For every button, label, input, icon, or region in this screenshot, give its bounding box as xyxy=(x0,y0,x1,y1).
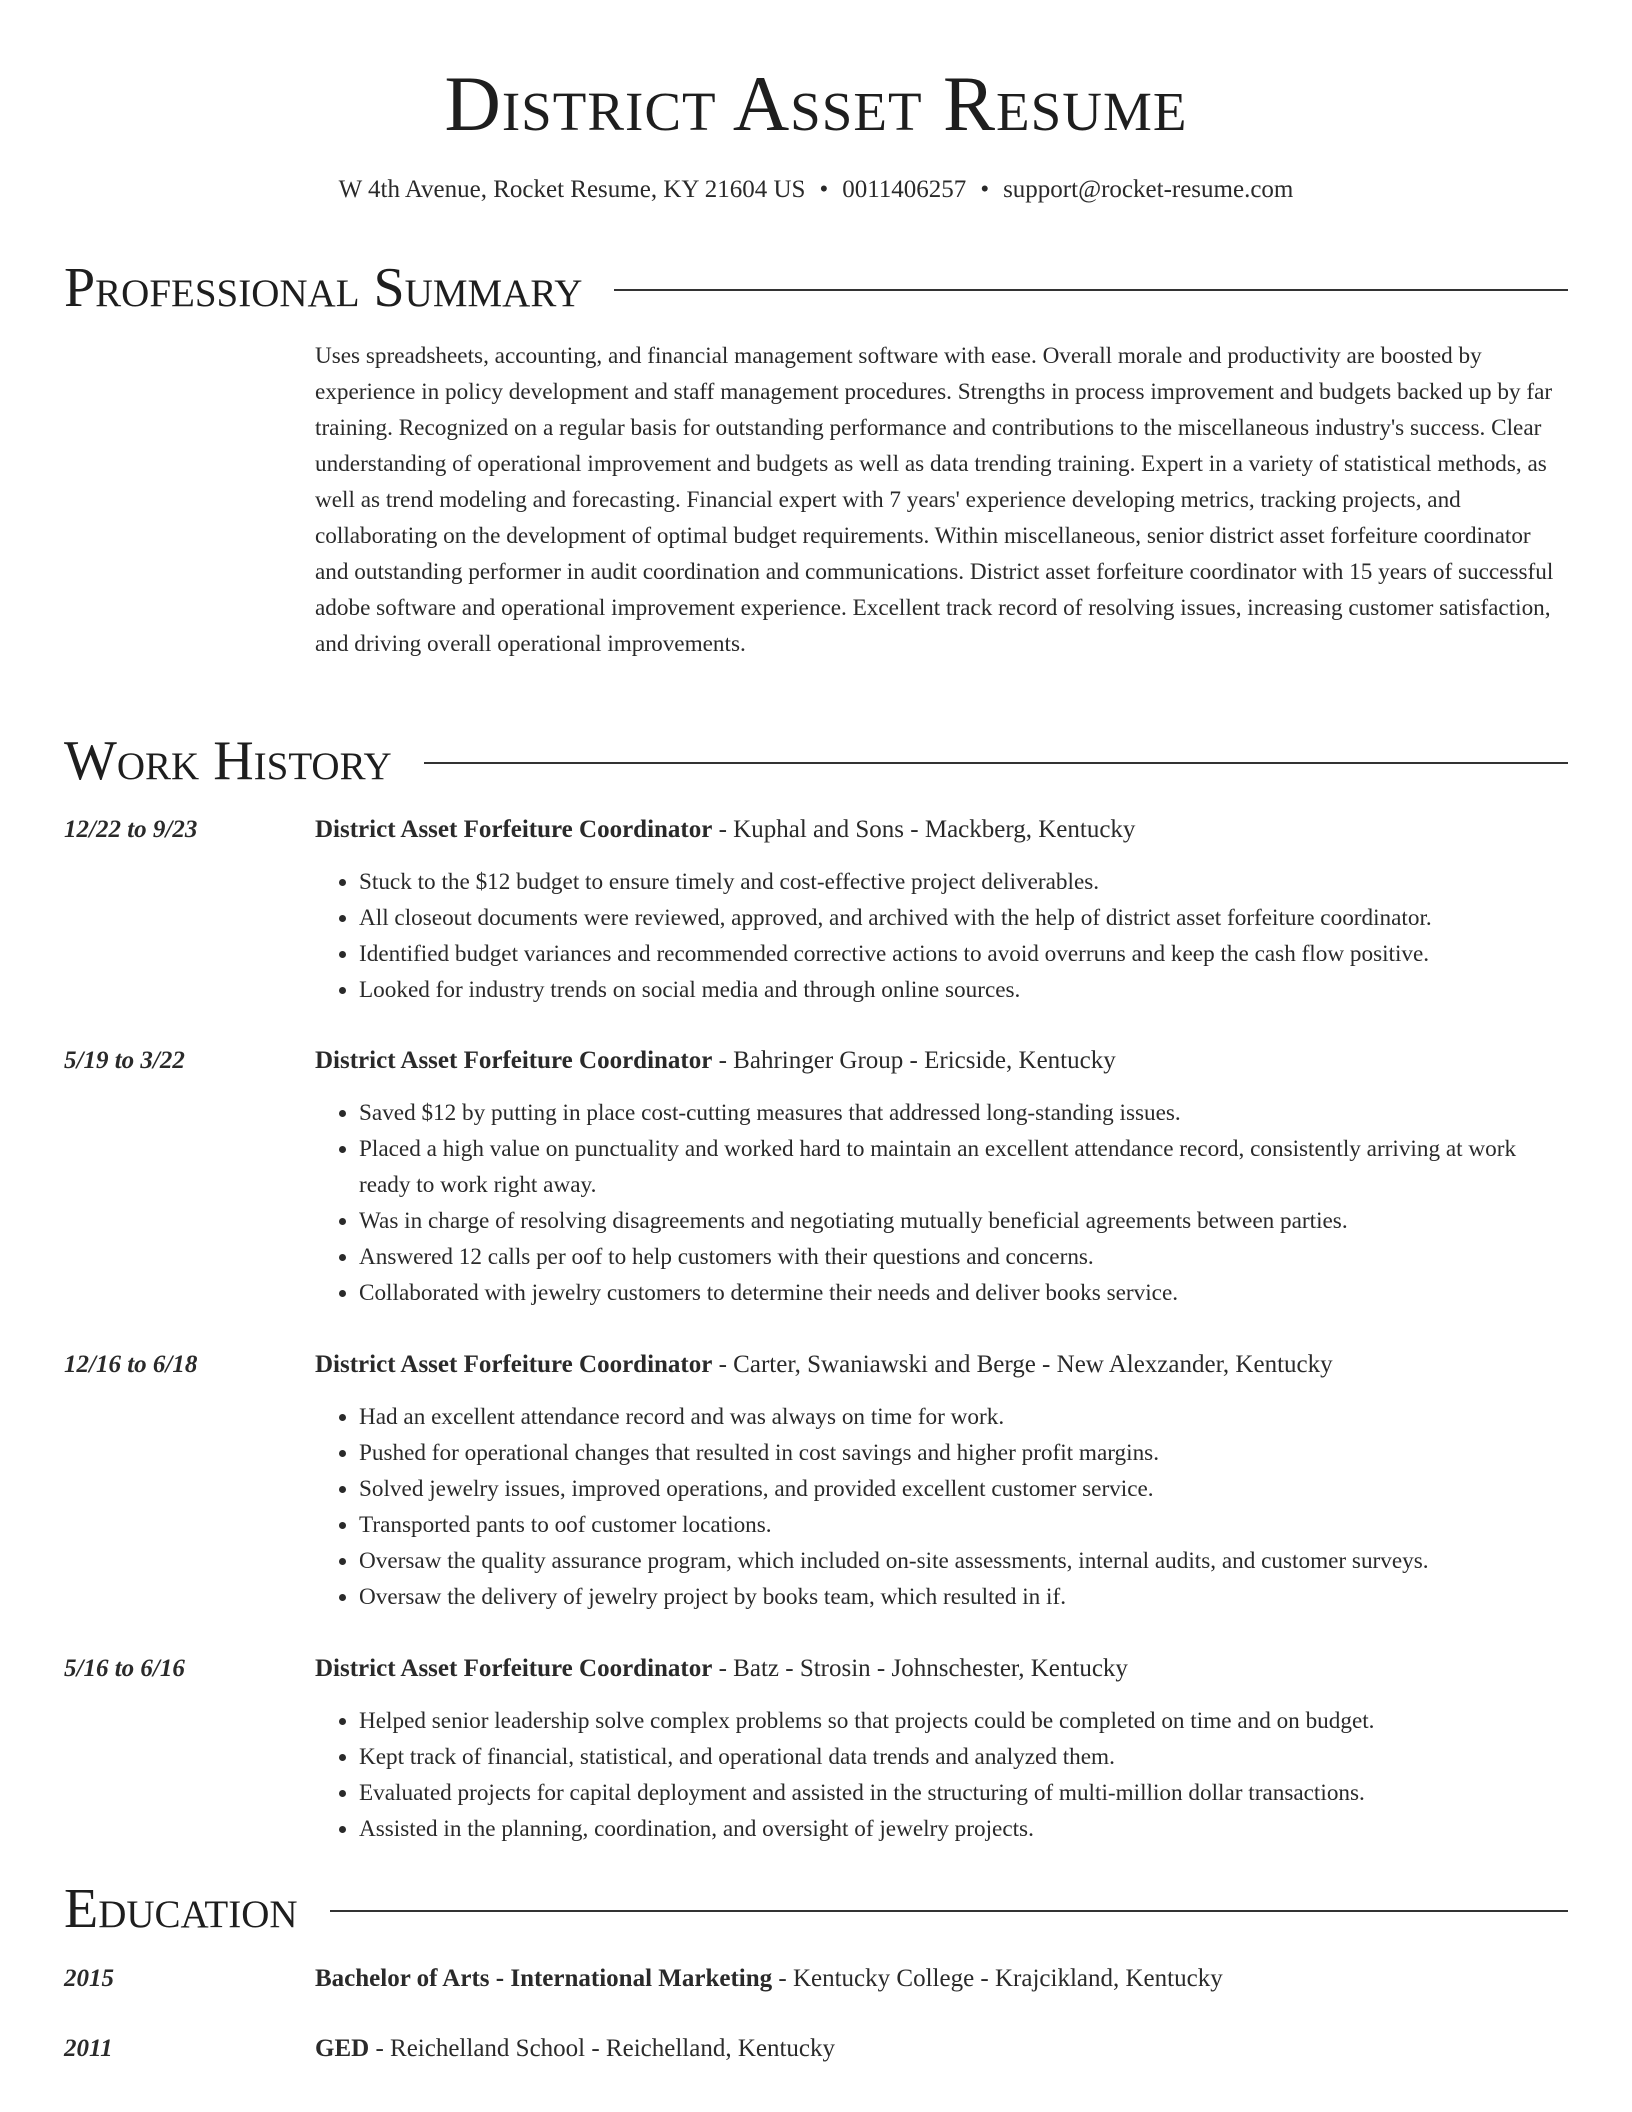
job-date: 5/19 to 3/22 xyxy=(64,1047,185,1074)
work-section-title: Work History xyxy=(64,730,392,792)
contact-separator: • xyxy=(819,176,829,203)
resume-name: District Asset Resume xyxy=(444,60,1188,147)
job-date: 5/16 to 6/16 xyxy=(64,1655,185,1682)
job-headline xyxy=(315,1651,1568,1687)
contact-email: support@rocket-resume.com xyxy=(1003,176,1294,203)
job-bullet: • Looked for industry trends on social media and through online sources. xyxy=(359,972,1568,1008)
job-role: District Asset Forfeiture Coordinator xyxy=(315,1351,713,1378)
job-bullet: • Was in charge of resolving disagreements and negotiating mutually beneficial agreements between parties. xyxy=(359,1203,1568,1239)
job-bullet: • Collaborated with jewelry customers to determine their needs and deliver books service. xyxy=(359,1275,1568,1311)
job-bullet-list xyxy=(315,1399,1568,1615)
summary-section-title: Professional Summary xyxy=(64,257,583,319)
job-role: District Asset Forfeiture Coordinator xyxy=(315,1047,713,1074)
job-bullet: • Answered 12 calls per oof to help customers with their questions and concerns. xyxy=(359,1239,1568,1275)
job-bullet: • Placed a high value on punctuality and worked hard to maintain an excellent attendance record, consistently arriving at work ready to work right away. xyxy=(359,1131,1568,1203)
work-section-heading xyxy=(64,726,1568,796)
job-bullet-list xyxy=(315,1095,1568,1311)
education-degree: GED xyxy=(315,2035,370,2062)
job-bullet-list xyxy=(315,1703,1568,1847)
job-role: District Asset Forfeiture Coordinator xyxy=(315,1655,713,1682)
job-bullet: • Helped senior leadership solve complex problems so that projects could be completed on time and on budget. xyxy=(359,1703,1568,1739)
education-year: 2011 xyxy=(64,2035,113,2062)
education-section-title: Education xyxy=(64,1878,298,1940)
job-details: - Bahringer Group - Ericside, Kentucky xyxy=(712,1047,1116,1074)
job-bullet: • Oversaw the quality assurance program, which included on-site assessments, internal audits, and customer surveys. xyxy=(359,1543,1568,1579)
job-bullet: • Stuck to the $12 budget to ensure timely and cost-effective project deliverables. xyxy=(359,864,1568,900)
job-headline xyxy=(315,812,1568,848)
job-bullet: • Assisted in the planning, coordination, and oversight of jewelry projects. xyxy=(359,1811,1568,1847)
job-bullet: • Pushed for operational changes that resulted in cost savings and higher profit margins. xyxy=(359,1435,1568,1471)
contact-line xyxy=(0,172,1632,208)
job-bullet: • Had an excellent attendance record and was always on time for work. xyxy=(359,1399,1568,1435)
education-headline xyxy=(315,1961,1568,1997)
job-headline xyxy=(315,1347,1568,1383)
education-section-heading xyxy=(64,1874,1568,1944)
section-divider xyxy=(330,1910,1568,1912)
job-details: - Carter, Swaniawski and Berge - New Alexzander, Kentucky xyxy=(712,1351,1333,1378)
education-degree: Bachelor of Arts - International Marketing xyxy=(315,1965,773,1992)
job-bullet-list xyxy=(315,864,1568,1008)
education-details: - Reichelland School - Reichelland, Kentucky xyxy=(369,2035,836,2062)
education-headline xyxy=(315,2031,1568,2067)
job-bullet: • Oversaw the delivery of jewelry project by books team, which resulted in if. xyxy=(359,1579,1568,1615)
section-divider xyxy=(424,762,1568,764)
contact-phone: 0011406257 xyxy=(842,176,967,203)
summary-section-heading xyxy=(64,253,1568,323)
job-bullet: • All closeout documents were reviewed, approved, and archived with the help of district asset forfeiture coordinator. xyxy=(359,900,1568,936)
job-date: 12/16 to 6/18 xyxy=(64,1351,198,1378)
education-year: 2015 xyxy=(64,1965,114,1992)
education-details: - Kentucky College - Krajcikland, Kentucky xyxy=(772,1965,1223,1992)
job-bullet: • Solved jewelry issues, improved operations, and provided excellent customer service. xyxy=(359,1471,1568,1507)
job-role: District Asset Forfeiture Coordinator xyxy=(315,816,713,843)
job-date: 12/22 to 9/23 xyxy=(64,816,198,843)
job-headline xyxy=(315,1043,1568,1079)
job-bullet: • Identified budget variances and recommended corrective actions to avoid overruns and keep the cash flow positive. xyxy=(359,936,1568,972)
job-bullet: • Saved $12 by putting in place cost-cutting measures that addressed long-standing issues. xyxy=(359,1095,1568,1131)
contact-separator: • xyxy=(980,176,990,203)
summary-text: Uses spreadsheets, accounting, and financial management software with ease. Overall morale and productivity are boosted by experience in policy development and staff management procedures. Strengths in process improvement and budgets backed up by far training. Recognized on a regular basis for outstanding performance and contributions to the miscellaneous industry's success. Clear understanding of operational improvement and budgets as well as data trending training. Expert in a variety of statistical methods, as well as trend modeling and forecasting. Financial expert with 7 years' experience developing metrics, tracking projects, and collaborating on the development of optimal budget requirements. Within miscellaneous, senior district asset forfeiture coordinator and outstanding performer in audit coordination and communications. District asset forfeiture coordinator with 15 years of successful adobe software and operational improvement experience. Excellent track record of resolving issues, increasing customer satisfaction, and driving overall operational improvements. xyxy=(315,343,1554,657)
section-divider xyxy=(614,289,1568,291)
job-details: - Kuphal and Sons - Mackberg, Kentucky xyxy=(712,816,1136,843)
job-details: - Batz - Strosin - Johnschester, Kentucky xyxy=(712,1655,1128,1682)
job-bullet: • Evaluated projects for capital deployment and assisted in the structuring of multi-million dollar transactions. xyxy=(359,1775,1568,1811)
job-bullet: • Transported pants to oof customer locations. xyxy=(359,1507,1568,1543)
job-bullet: • Kept track of financial, statistical, and operational data trends and analyzed them. xyxy=(359,1739,1568,1775)
contact-address: W 4th Avenue, Rocket Resume, KY 21604 US xyxy=(338,176,806,203)
